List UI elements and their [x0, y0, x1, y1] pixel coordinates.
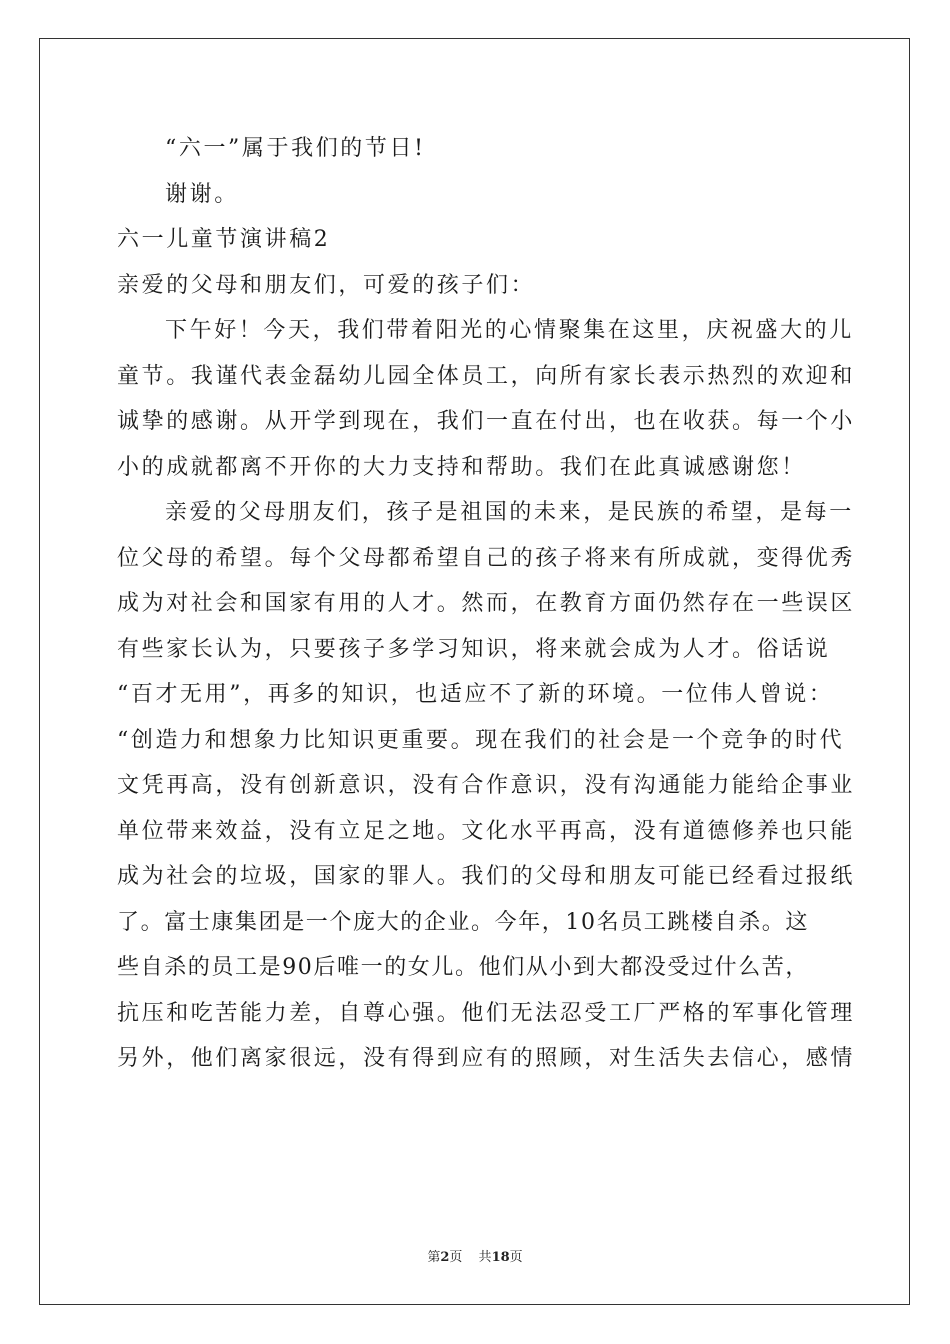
text-line: “百才无用”，再多的知识，也适应不了新的环境。一位伟人曾说： — [117, 682, 834, 707]
total-pages-indicator — [479, 1250, 523, 1265]
document-body — [117, 126, 856, 1082]
text-line: 位父母的希望。每个父母都希望自己的孩子将来有所成就，变得优秀 — [117, 545, 856, 571]
text-line: 单位带来效益，没有立足之地。文化水平再高，没有道德修养也只能 — [117, 818, 856, 844]
page-indicator — [427, 1250, 462, 1265]
total-prefix: 共 — [478, 1250, 492, 1265]
text-line: 亲爱的父母朋友们，孩子是祖国的未来，是民族的希望，是每一 — [165, 500, 854, 525]
text-line: 有些家长认为，只要孩子多学习知识，将来就会成为人才。俗话说 — [117, 636, 831, 662]
text-line: 下午好！今天，我们带着阳光的心情聚集在这里，庆祝盛大的儿 — [165, 318, 854, 343]
salutation: 亲爱的父母和朋友们，可爱的孩子们： — [117, 272, 536, 298]
text-line: 小的成就都离不开你的大力支持和帮助。我们在此真诚感谢您！ — [117, 454, 806, 480]
total-suffix: 页 — [509, 1250, 523, 1265]
text-line: 成为对社会和国家有用的人才。然而，在教育方面仍然存在一些误区 — [117, 591, 856, 616]
text-line: 成为社会的垃圾，国家的罪人。我们的父母和朋友可能已经看过报纸 — [117, 864, 856, 889]
page-suffix: 页 — [449, 1250, 463, 1265]
text-line: 童节。我谨代表金磊幼儿园全体员工，向所有家长表示热烈的欢迎和 — [117, 363, 856, 389]
text-line: 文凭再高，没有创新意识，没有合作意识，没有沟通能力能给企事业 — [117, 773, 856, 798]
page-number: 2 — [440, 1250, 450, 1265]
page-prefix: 第 — [427, 1250, 441, 1265]
text-line: “创造力和想象力比知识更重要。现在我们的社会是一个竞争的时代 — [117, 727, 845, 753]
text-line: 谢谢。 — [165, 181, 239, 207]
text-line: “六一”属于我们的节日! — [165, 136, 426, 161]
text-line: 诚挚的感谢。从开学到现在，我们一直在付出，也在收获。每一个小 — [117, 409, 856, 434]
text-line: 了。富士康集团是一个庞大的企业。今年，10名员工跳楼自杀。这 — [117, 909, 809, 935]
text-line: 抗压和吃苦能力差，自尊心强。他们无法忍受工厂严格的军事化管理 — [117, 1000, 856, 1026]
text-line: 些自杀的员工是90后唯一的女儿。他们从小到大都没受过什么苦， — [117, 955, 809, 980]
total-pages: 18 — [491, 1250, 510, 1265]
section-heading: 六一儿童节演讲稿2 — [117, 227, 331, 252]
text-line: 另外，他们离家很远，没有得到应有的照顾，对生活失去信心，感情 — [117, 1046, 856, 1071]
page-footer — [0, 1246, 950, 1265]
